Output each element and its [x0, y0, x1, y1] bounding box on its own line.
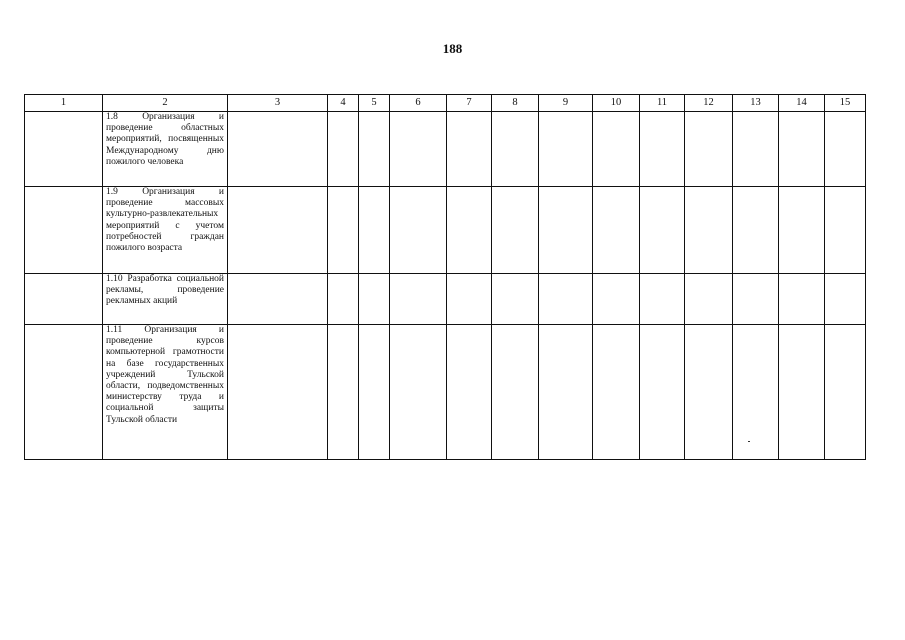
column-header: 3 — [228, 95, 328, 112]
table-cell — [593, 274, 640, 325]
table-cell — [593, 325, 640, 460]
table-cell — [447, 187, 492, 274]
table-row — [25, 274, 866, 325]
table-cell — [539, 274, 593, 325]
table-row — [25, 325, 866, 460]
header-row — [25, 95, 866, 112]
table-cell — [733, 274, 779, 325]
table-row — [25, 187, 866, 274]
column-header: 12 — [685, 95, 733, 112]
table-cell — [328, 325, 359, 460]
table-cell — [685, 112, 733, 187]
table-cell — [328, 274, 359, 325]
column-header: 10 — [593, 95, 640, 112]
table-cell — [228, 325, 328, 460]
table-cell — [228, 112, 328, 187]
table-cell — [733, 187, 779, 274]
table-cell — [593, 112, 640, 187]
plan-table — [24, 94, 866, 460]
column-header: 6 — [390, 95, 447, 112]
table-cell — [640, 274, 685, 325]
column-header: 13 — [733, 95, 779, 112]
table-cell — [390, 112, 447, 187]
table-cell — [539, 325, 593, 460]
table-cell — [390, 274, 447, 325]
table-cell — [825, 274, 866, 325]
table-cell — [359, 325, 390, 460]
table-cell — [779, 274, 825, 325]
table-cell — [390, 187, 447, 274]
table-cell — [25, 274, 103, 325]
column-header: 11 — [640, 95, 685, 112]
table-cell — [447, 325, 492, 460]
table-cell — [539, 112, 593, 187]
table-cell — [492, 274, 539, 325]
task-cell: 1.10 Разработка социальной рекламы, проведение рекламных акций — [103, 274, 228, 325]
table-cell — [685, 187, 733, 274]
table-cell — [825, 112, 866, 187]
table-cell — [492, 325, 539, 460]
column-header: 2 — [103, 95, 228, 112]
column-header: 9 — [539, 95, 593, 112]
column-header: 4 — [328, 95, 359, 112]
scan-speck — [748, 441, 750, 442]
task-cell: 1.8 Организация и проведение областных мероприятий, посвященных Международному дню пожилого человека — [103, 112, 228, 187]
table-cell — [779, 325, 825, 460]
table-cell — [25, 187, 103, 274]
table-cell — [685, 325, 733, 460]
table-cell — [359, 187, 390, 274]
page-number: 188 — [442, 41, 463, 56]
column-header: 8 — [492, 95, 539, 112]
table-cell — [825, 325, 866, 460]
column-header: 1 — [25, 95, 103, 112]
column-header: 7 — [447, 95, 492, 112]
column-header: 14 — [779, 95, 825, 112]
column-header: 5 — [359, 95, 390, 112]
table-cell — [447, 274, 492, 325]
column-header: 15 — [825, 95, 866, 112]
table-cell — [328, 112, 359, 187]
table-cell — [593, 187, 640, 274]
table-cell — [25, 325, 103, 460]
table-cell — [447, 112, 492, 187]
task-cell: 1.9 Организация и проведение массовых культурно-развлекательных мероприятий с учетом потребностей граждан пожилого возраста — [103, 187, 228, 274]
table-cell — [779, 187, 825, 274]
table-cell — [640, 187, 685, 274]
table-cell — [640, 112, 685, 187]
table-cell — [390, 325, 447, 460]
table-cell — [492, 187, 539, 274]
table-cell — [359, 112, 390, 187]
table-cell — [640, 325, 685, 460]
table-row — [25, 112, 866, 187]
table-cell — [733, 112, 779, 187]
table-cell — [539, 187, 593, 274]
table-cell — [825, 187, 866, 274]
table-cell — [228, 274, 328, 325]
table-cell — [685, 274, 733, 325]
table-cell — [359, 274, 390, 325]
table-cell — [779, 112, 825, 187]
table-cell — [25, 112, 103, 187]
table-cell — [228, 187, 328, 274]
task-cell: 1.11 Организация и проведение курсов компьютерной грамотности на базе государственных учреждений Тульской области, подведомственных министерству труда и социальной защиты Тульской области — [103, 325, 228, 460]
table-cell — [328, 187, 359, 274]
table-cell — [492, 112, 539, 187]
table-cell — [733, 325, 779, 460]
